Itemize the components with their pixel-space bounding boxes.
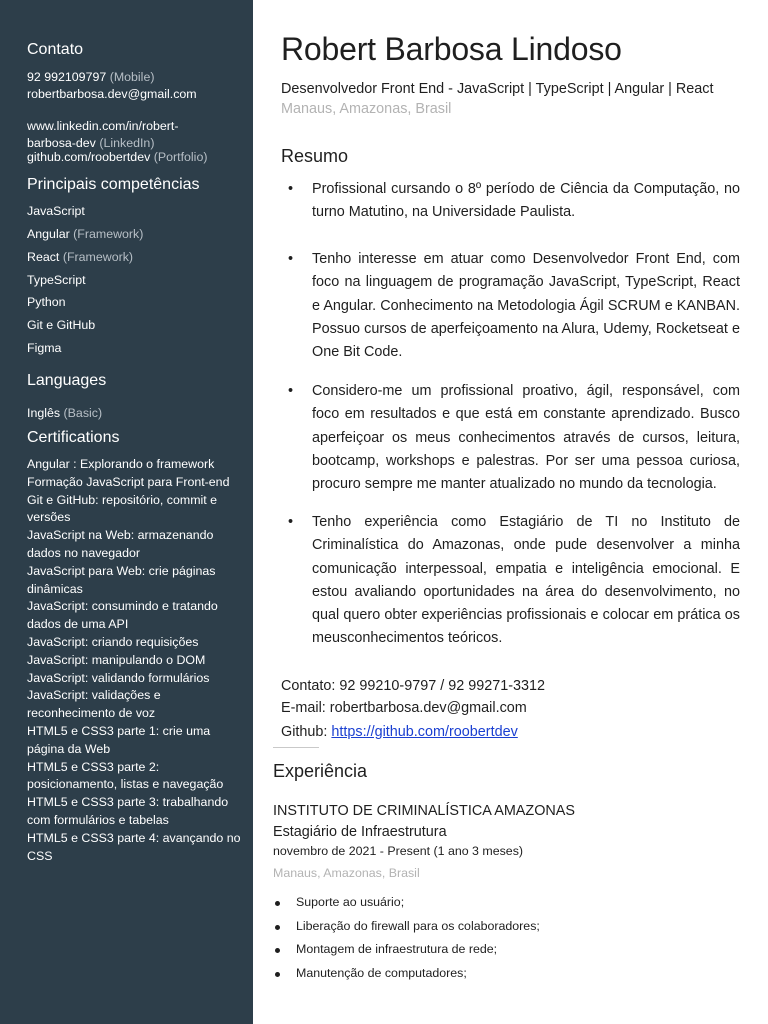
- skill-item: JavaScript: [27, 204, 85, 218]
- skill-item: Python: [27, 295, 66, 309]
- phone-type: (Mobile): [109, 70, 155, 84]
- languages-heading: Languages: [27, 372, 107, 389]
- main-content: [253, 0, 768, 1024]
- github-link[interactable]: [27, 148, 207, 166]
- skill-item: TypeScript: [27, 273, 86, 287]
- github-type: (Portfolio): [153, 150, 208, 164]
- cert-item: HTML5 e CSS3 parte 1: crie uma página da Web: [27, 723, 211, 756]
- cert-item: JavaScript para Web: crie páginas dinâmicas: [27, 563, 216, 596]
- linkedin-url-line1: www.linkedin.com/in/robert-: [27, 119, 179, 133]
- cert-item: Git e GitHub: repositório, commit e versões: [27, 492, 218, 525]
- cert-item: HTML5 e CSS3 parte 4: avançando no CSS: [27, 830, 241, 863]
- job-location: Manaus, Amazonas, Brasil: [273, 866, 420, 880]
- skill-item: React (Framework): [27, 250, 134, 264]
- cert-item: JavaScript na Web: armazenando dados no navegador: [27, 528, 214, 560]
- task-item: Manutenção de computadores;: [296, 966, 467, 980]
- contact-heading: Contato: [27, 41, 84, 58]
- summary-paragraph: Tenho interesse em atuar como Desenvolvedor Front End, com foco na linguagem de programação JavaScript, TypeScript, React e Angular. Conhecimento na Metodologia Ágil SCRUM e KANBAN. Possuo cursos de aperfeiçoamento na Alura, Udemy, Rocketseat e One Bit Code.: [312, 251, 740, 361]
- contact-github: [281, 721, 518, 744]
- cert-item: JavaScript: consumindo e tratando dados de uma API: [27, 599, 218, 632]
- linkedin-type: (LinkedIn): [99, 136, 155, 150]
- headline: Desenvolvedor Front End - JavaScript | TypeScript | Angular | React: [281, 81, 714, 97]
- cert-item: JavaScript: validando formulários: [27, 670, 210, 685]
- phone-number: 92 992109797: [27, 70, 107, 84]
- bullet: •: [288, 383, 294, 399]
- cert-item: Formação JavaScript para Front-end: [27, 474, 230, 489]
- skill-item: Angular (Framework): [27, 227, 144, 241]
- cert-item: HTML5 e CSS3 parte 2: posicionamento, listas e navegação: [27, 759, 224, 792]
- skill-item: Git e GitHub: [27, 318, 96, 332]
- job-period: novembro de 2021 - Present (1 ano 3 meses): [273, 844, 524, 858]
- page-title: Robert Barbosa Lindoso: [281, 31, 622, 67]
- summary-paragraph: Considero-me um profissional proativo, ágil, responsável, com foco em resultados e que está em constante aprendizado. Busco aperfeiçoar os meus conhecimentos através de cursos, leitura, bootcamp, workshops e palestras. Por ser uma pessoa curiosa, procuro sempre me manter atualizado no mundo da tecnologia.: [312, 383, 740, 493]
- task-item: Liberação do firewall para os colaboradores;: [296, 919, 540, 933]
- language-item: Inglês (Basic): [27, 406, 103, 420]
- github-url: github.com/roobertdev: [27, 150, 151, 164]
- bullet: [275, 972, 280, 977]
- cert-item: JavaScript: criando requisições: [27, 634, 199, 649]
- skill-item: Figma: [27, 341, 62, 355]
- experience-heading: Experiência: [273, 761, 368, 781]
- bullet: •: [288, 181, 294, 197]
- summary-paragraph: Profissional cursando o 8º período de Ciência da Computação, no turno Matutino, na Universidade Paulista.: [312, 181, 740, 221]
- sidebar: [0, 0, 253, 1024]
- bullet: [275, 925, 280, 930]
- task-item: Montagem de infraestrutura de rede;: [296, 942, 498, 956]
- cert-item: JavaScript: validações e reconhecimento de voz: [27, 688, 161, 721]
- github-label: Github:: [281, 724, 332, 740]
- bullet: •: [288, 251, 294, 267]
- task-item: Suporte ao usuário;: [296, 895, 405, 909]
- bullet: •: [288, 514, 294, 530]
- bullet: [275, 901, 280, 906]
- cert-item: JavaScript: manipulando o DOM: [27, 652, 206, 667]
- contact-email: E-mail: robertbarbosa.dev@gmail.com: [281, 700, 527, 716]
- company-name: INSTITUTO DE CRIMINALÍSTICA AMAZONAS: [273, 803, 575, 819]
- location: Manaus, Amazonas, Brasil: [281, 101, 452, 117]
- phone-line: [27, 68, 154, 86]
- bullet: [275, 948, 280, 953]
- github-url-link[interactable]: https://github.com/roobertdev: [331, 724, 518, 740]
- divider: [273, 747, 319, 748]
- job-title: Estagiário de Infraestrutura: [273, 824, 447, 840]
- linkedin-link[interactable]: [27, 117, 179, 152]
- summary-paragraph: Tenho experiência como Estagiário de TI no Instituto de Criminalística do Amazonas, onde pude desenvolver a minha comunicação interpessoal, empatia e inteligência emocional. E estou avaliando oportunidades na área do desenvolvimento, no qual quero obter experiências profissionais e colocar em prática os meusconhecimentos teóricos.: [312, 514, 740, 647]
- skills-heading: Principais competências: [27, 176, 200, 193]
- certifications-list: [27, 456, 249, 865]
- cert-item: HTML5 e CSS3 parte 3: trabalhando com formulários e tabelas: [27, 795, 229, 827]
- linkedin-url-line2: barbosa-dev: [27, 136, 96, 150]
- certifications-heading: Certifications: [27, 429, 120, 446]
- summary-heading: Resumo: [281, 146, 349, 166]
- sidebar-email-link[interactable]: robertbarbosa.dev@gmail.com: [27, 87, 197, 101]
- cert-item: Angular : Explorando o framework: [27, 457, 215, 471]
- contact-phone: Contato: 92 99210-9797 / 92 99271-3312: [281, 678, 546, 694]
